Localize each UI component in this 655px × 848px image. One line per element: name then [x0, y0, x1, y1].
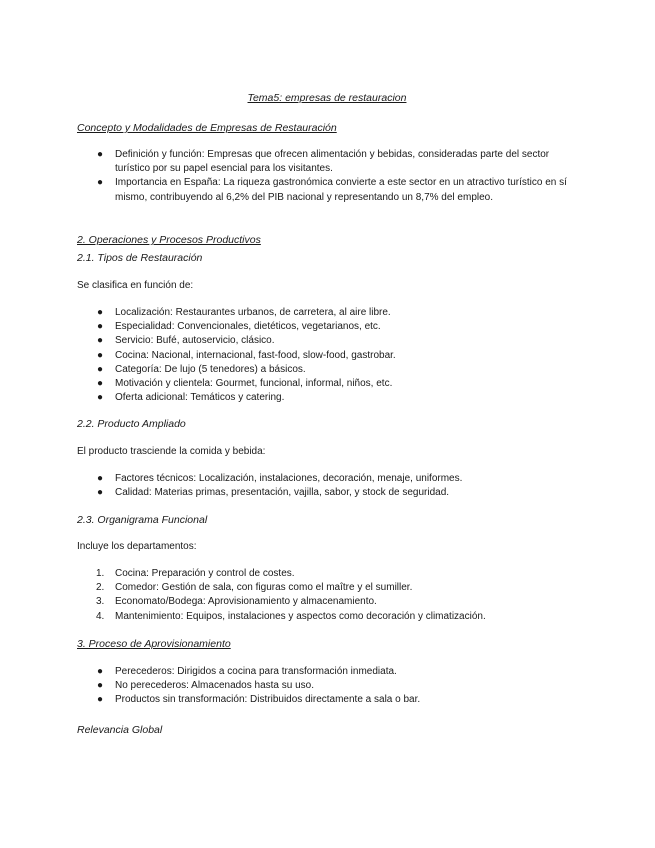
subsection-heading-tipos: 2.1. Tipos de Restauración	[77, 252, 203, 264]
concepto-list	[77, 148, 577, 205]
list-item: ● Cocina: Nacional, internacional, fast-food, slow-food, gastrobar.	[77, 349, 577, 363]
bullet-icon: ●	[97, 680, 104, 692]
list-item: ● Especialidad: Convencionales, dietéticos, vegetarianos, etc.	[77, 320, 577, 334]
list-item: ● Localización: Restaurantes urbanos, de carretera, al aire libre.	[77, 306, 577, 320]
list-number: 3.	[96, 596, 105, 608]
list-item: ● Categoría: De lujo (5 tenedores) a básicos.	[77, 363, 577, 377]
list-item: ● Factores técnicos: Localización, instalaciones, decoración, menaje, uniformes.	[77, 472, 577, 486]
bullet-icon: ●	[97, 473, 104, 484]
list-item: ● Importancia en España: La riqueza gastronómica convierte a este sector en un atractivo turístico en sí mismo, contribuyendo al 6,2% del PIB nacional y representando un 8,7% del empleo.	[97, 177, 567, 203]
list-item: ● Motivación y clientela: Gourmet, funcional, informal, niños, etc.	[77, 377, 577, 391]
section-heading-relevancia: Relevancia Global	[77, 724, 163, 736]
list-item: 1. Cocina: Preparación y control de costes.	[77, 567, 577, 581]
producto-intro: El producto trasciende la comida y bebida:	[77, 446, 266, 457]
section-heading-operaciones: 2. Operaciones y Procesos Productivos	[77, 234, 261, 246]
document-title: Tema5: empresas de restauracion	[247, 92, 407, 104]
list-item: ● Definición y función: Empresas que ofrecen alimentación y bebidas, consideradas parte del sector turístico por su papel esencial para los visitantes.	[97, 149, 550, 175]
bullet-icon: ●	[97, 177, 104, 189]
aprovisionamiento-list	[77, 665, 577, 708]
bullet-icon: ●	[97, 307, 104, 318]
bullet-icon: ●	[97, 694, 104, 706]
section-heading-aprovisionamiento: 3. Proceso de Aprovisionamiento	[77, 638, 231, 650]
list-number: 1.	[96, 568, 105, 579]
bullet-icon: ●	[97, 378, 104, 390]
bullet-icon: ●	[97, 666, 104, 677]
section-heading-concepto: Concepto y Modalidades de Empresas de Restauración	[77, 122, 337, 134]
bullet-icon: ●	[97, 392, 104, 404]
list-item: 3. Economato/Bodega: Aprovisionamiento y almacenamiento.	[77, 595, 577, 609]
bullet-icon: ●	[97, 149, 104, 160]
bullet-icon: ●	[97, 349, 104, 361]
bullet-icon: ●	[97, 335, 104, 347]
list-number: 4.	[96, 610, 105, 622]
tipos-intro: Se clasifica en función de:	[77, 280, 194, 291]
list-item: ● Oferta adicional: Temáticos y catering.	[77, 391, 577, 405]
list-item: ● Calidad: Materias primas, presentación, vajilla, sabor, y stock de seguridad.	[77, 486, 577, 500]
list-item: 4. Mantenimiento: Equipos, instalaciones y aspectos como decoración y climatización.	[77, 610, 577, 624]
subsection-heading-producto: 2.2. Producto Ampliado	[77, 418, 186, 430]
bullet-icon: ●	[97, 487, 104, 499]
list-number: 2.	[96, 582, 105, 594]
list-item: 2. Comedor: Gestión de sala, con figuras como el maître y el sumiller.	[77, 581, 577, 595]
subsection-heading-organigrama: 2.3. Organigrama Funcional	[77, 514, 208, 526]
list-item: ● No perecederos: Almacenados hasta su uso.	[77, 679, 577, 693]
list-item: ● Perecederos: Dirigidos a cocina para transformación inmediata.	[77, 665, 577, 679]
organigrama-intro: Incluye los departamentos:	[77, 541, 197, 552]
list-item: ● Servicio: Bufé, autoservicio, clásico.	[77, 334, 577, 348]
bullet-icon: ●	[97, 363, 104, 375]
producto-list	[77, 472, 577, 500]
list-item: ● Productos sin transformación: Distribuidos directamente a sala o bar.	[77, 693, 577, 707]
organigrama-list	[77, 567, 577, 624]
bullet-icon: ●	[97, 321, 104, 333]
tipos-list	[77, 306, 577, 405]
